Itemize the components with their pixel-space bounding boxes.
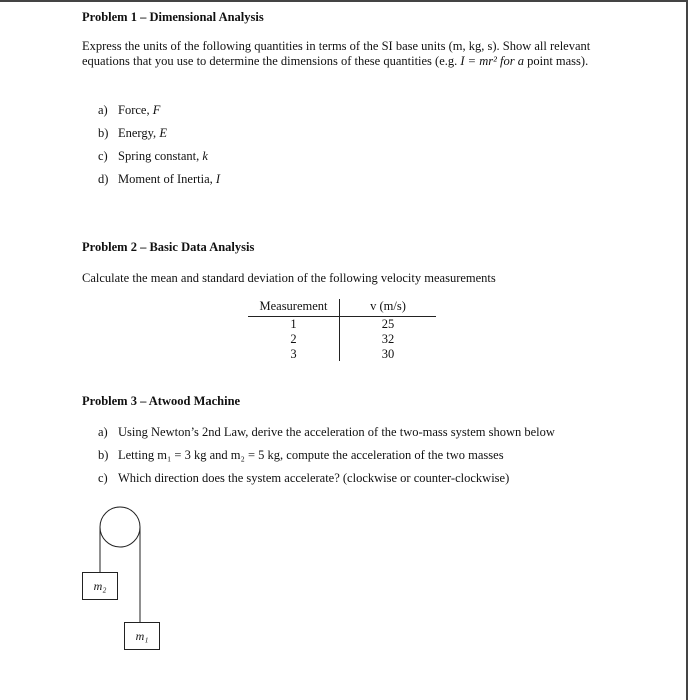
item-text: Energy, [118, 126, 160, 140]
mass-m2-box [82, 572, 118, 600]
item-text: Moment of Inertia, [118, 172, 216, 186]
mass-m1-box [124, 622, 160, 650]
item-text: Letting m₁ = 3 kg and m₂ = 5 kg, compute the acceleration of the two masses [118, 448, 504, 462]
problem-3-item-c [98, 471, 509, 486]
problem-2-intro: Calculate the mean and standard deviation of the following velocity measurements [82, 271, 496, 285]
item-text: Spring constant, [118, 149, 203, 163]
problem-3-item-a [98, 425, 555, 440]
problem-1-item-c [98, 149, 208, 164]
item-text: Which direction does the system accelerate? (clockwise or counter-clockwise) [118, 471, 510, 485]
item-symbol: F [152, 103, 161, 117]
problem-1-item-d [98, 172, 220, 187]
item-symbol: k [202, 149, 208, 163]
item-text: Using Newton’s 2nd Law, derive the acceleration of the two-mass system shown below [118, 425, 555, 439]
item-marker: c) [98, 149, 108, 163]
page-top-border [0, 0, 688, 2]
table-cell: 32 [381, 332, 395, 346]
problem-1-title: Problem 1 – Dimensional Analysis [82, 10, 264, 24]
pulley [100, 507, 140, 547]
item-marker: d) [98, 172, 109, 186]
mass-m2-label: m₂ [93, 579, 107, 593]
item-marker: b) [98, 448, 109, 462]
problem-1-item-b [98, 126, 167, 141]
table-cell: 3 [290, 347, 297, 361]
problem-3-title: Problem 3 – Atwood Machine [82, 394, 241, 408]
mass-m1-label: m₁ [135, 629, 149, 643]
item-marker: a) [98, 425, 108, 439]
table-cell: 1 [290, 317, 297, 331]
item-symbol: E [159, 126, 167, 140]
item-symbol: I [215, 172, 221, 186]
table-header-velocity [340, 299, 436, 315]
table-header-velocity-text: v (m/s) [370, 299, 406, 313]
problem-1-item-a [98, 103, 160, 118]
problem-1-intro-text: Express the units of the following quantities in terms of the SI base units (m, kg, s). Show all relevant equations that you use to determine the dimensions of these quantities (e.g. [82, 39, 591, 68]
item-marker: c) [98, 471, 108, 485]
problem-1-intro-equation: I = mr² for a [460, 54, 524, 68]
problem-1-intro [82, 39, 602, 69]
item-text: Force, [118, 103, 153, 117]
table-cell: 2 [290, 332, 297, 346]
item-marker: a) [98, 103, 108, 117]
problem-2-title: Problem 2 – Basic Data Analysis [82, 240, 255, 254]
problem-1-intro-end: point mass). [527, 54, 589, 68]
table-cell: 25 [381, 317, 395, 331]
table-header-measurement: Measurement [259, 299, 328, 313]
item-marker: b) [98, 126, 109, 140]
problem-3-item-b [98, 448, 504, 463]
table-cell: 30 [381, 347, 395, 361]
atwood-machine-diagram [60, 500, 200, 660]
